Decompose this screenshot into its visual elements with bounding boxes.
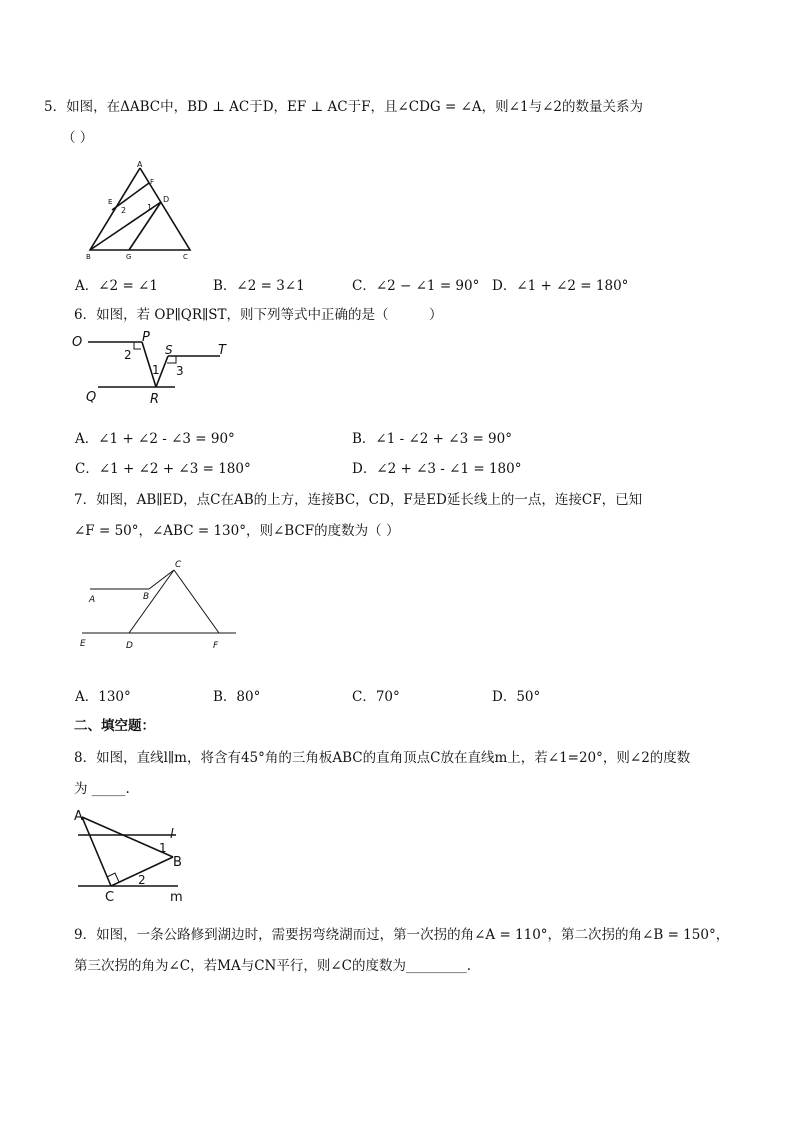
q6-label-o: O [72, 335, 83, 350]
q5-segment-ef [112, 183, 149, 210]
q5-triangle-abc [90, 168, 190, 250]
q6-label-q: Q [86, 390, 97, 405]
q5-option-d[interactable]: D．∠1 + ∠2 = 180° [492, 278, 629, 294]
q6-label-angle-1: 1 [152, 363, 160, 377]
q8-label-m: m [170, 890, 183, 905]
q5-label-angle-1: 1 [147, 203, 153, 212]
q7-label-a: A [89, 595, 96, 605]
q6-label-s: S [165, 343, 173, 357]
q6-option-b[interactable]: B．∠1 - ∠2 + ∠3 = 90° [352, 431, 512, 447]
q5-label-c: C [183, 253, 188, 260]
q7-option-b[interactable]: B．80° [213, 689, 261, 705]
q8-label-a: A [74, 809, 83, 824]
q6-option-a[interactable]: A．∠1 + ∠2 - ∠3 = 90° [75, 431, 235, 447]
q5-label-angle-2: 2 [121, 206, 127, 215]
q6-label-p: P [142, 330, 150, 345]
q8-label-angle-2: 2 [138, 873, 146, 887]
q6-figure [70, 330, 245, 410]
q7-option-c[interactable]: C．70° [352, 689, 400, 705]
q8-label-l: l [170, 827, 174, 842]
q6-label-r: R [150, 392, 160, 407]
section-title-fill-in: 二、填空题： [74, 718, 155, 734]
q6-label-angle-3: 3 [176, 364, 184, 378]
q5-label-f: F [150, 178, 155, 186]
q5-option-c[interactable]: C．∠2 − ∠1 = 90° [352, 278, 480, 294]
q6-stem: 6．如图，若 OP∥QR∥ST，则下列等式中正确的是（ ） [74, 307, 443, 323]
q8-label-b: B [173, 855, 182, 870]
q6-option-c[interactable]: C．∠1 + ∠2 + ∠3 = 180° [75, 461, 251, 477]
q5-label-b: B [86, 253, 91, 260]
q7-segment-cf [174, 570, 219, 633]
q7-label-f: F [213, 641, 219, 651]
q7-figure [76, 556, 241, 652]
q9-stem-line2: 第三次拐的角为∠C，若MA与CN平行，则∠C的度数为_________. [74, 958, 472, 974]
q5-label-g: G [126, 253, 132, 260]
q5-option-b[interactable]: B．∠2 = 3∠1 [213, 278, 305, 294]
q7-segment-cd [129, 570, 174, 633]
q5-label-e: E [108, 198, 113, 206]
q7-stem-line1: 7．如图，AB∥ED，点C在AB的上方，连接BC，CD，F是ED延长线上的一点，连接CF，已知 [74, 492, 643, 508]
q5-answer-paren: （ ） [62, 130, 94, 146]
q8-figure [70, 808, 230, 906]
q5-segment-gd [129, 202, 161, 250]
q6-label-t: T [218, 343, 226, 358]
q7-option-a[interactable]: A．130° [75, 689, 131, 705]
q6-option-d[interactable]: D．∠2 + ∠3 - ∠1 = 180° [352, 461, 522, 477]
q7-label-b: B [143, 592, 150, 602]
q7-stem-line2: ∠F = 50°，∠ABC = 130°，则∠BCF的度数为（ ） [74, 523, 400, 539]
q9-stem-line1: 9．如图，一条公路修到湖边时，需要拐弯绕湖而过，第一次拐的角∠A = 110°，第二次拐的角∠B = 150°， [74, 927, 730, 943]
q5-option-a[interactable]: A．∠2 = ∠1 [75, 278, 158, 294]
q5-label-a: A [137, 160, 143, 169]
q5-figure [80, 158, 200, 260]
q7-label-c: C [175, 560, 182, 570]
q7-label-d: D [126, 641, 133, 651]
q8-stem-line1: 8．如图，直线l∥m，将含有45°角的三角板ABC的直角顶点C放在直线m上，若∠1=20°，则∠2的度数 [74, 750, 691, 766]
q7-segment-bc [149, 570, 174, 589]
q5-stem: 5．如图，在ΔABC中，BD ⊥ AC于D，EF ⊥ AC于F，且∠CDG = ∠A，则∠1与∠2的数量关系为 [44, 99, 643, 115]
q6-label-angle-2: 2 [124, 348, 132, 362]
q8-stem-line2: 为 _____. [74, 781, 130, 797]
q5-label-d: D [163, 195, 170, 204]
q7-option-d[interactable]: D．50° [492, 689, 541, 705]
q8-label-angle-1: 1 [159, 841, 167, 855]
q7-label-e: E [80, 639, 86, 649]
q8-label-c: C [105, 890, 115, 905]
